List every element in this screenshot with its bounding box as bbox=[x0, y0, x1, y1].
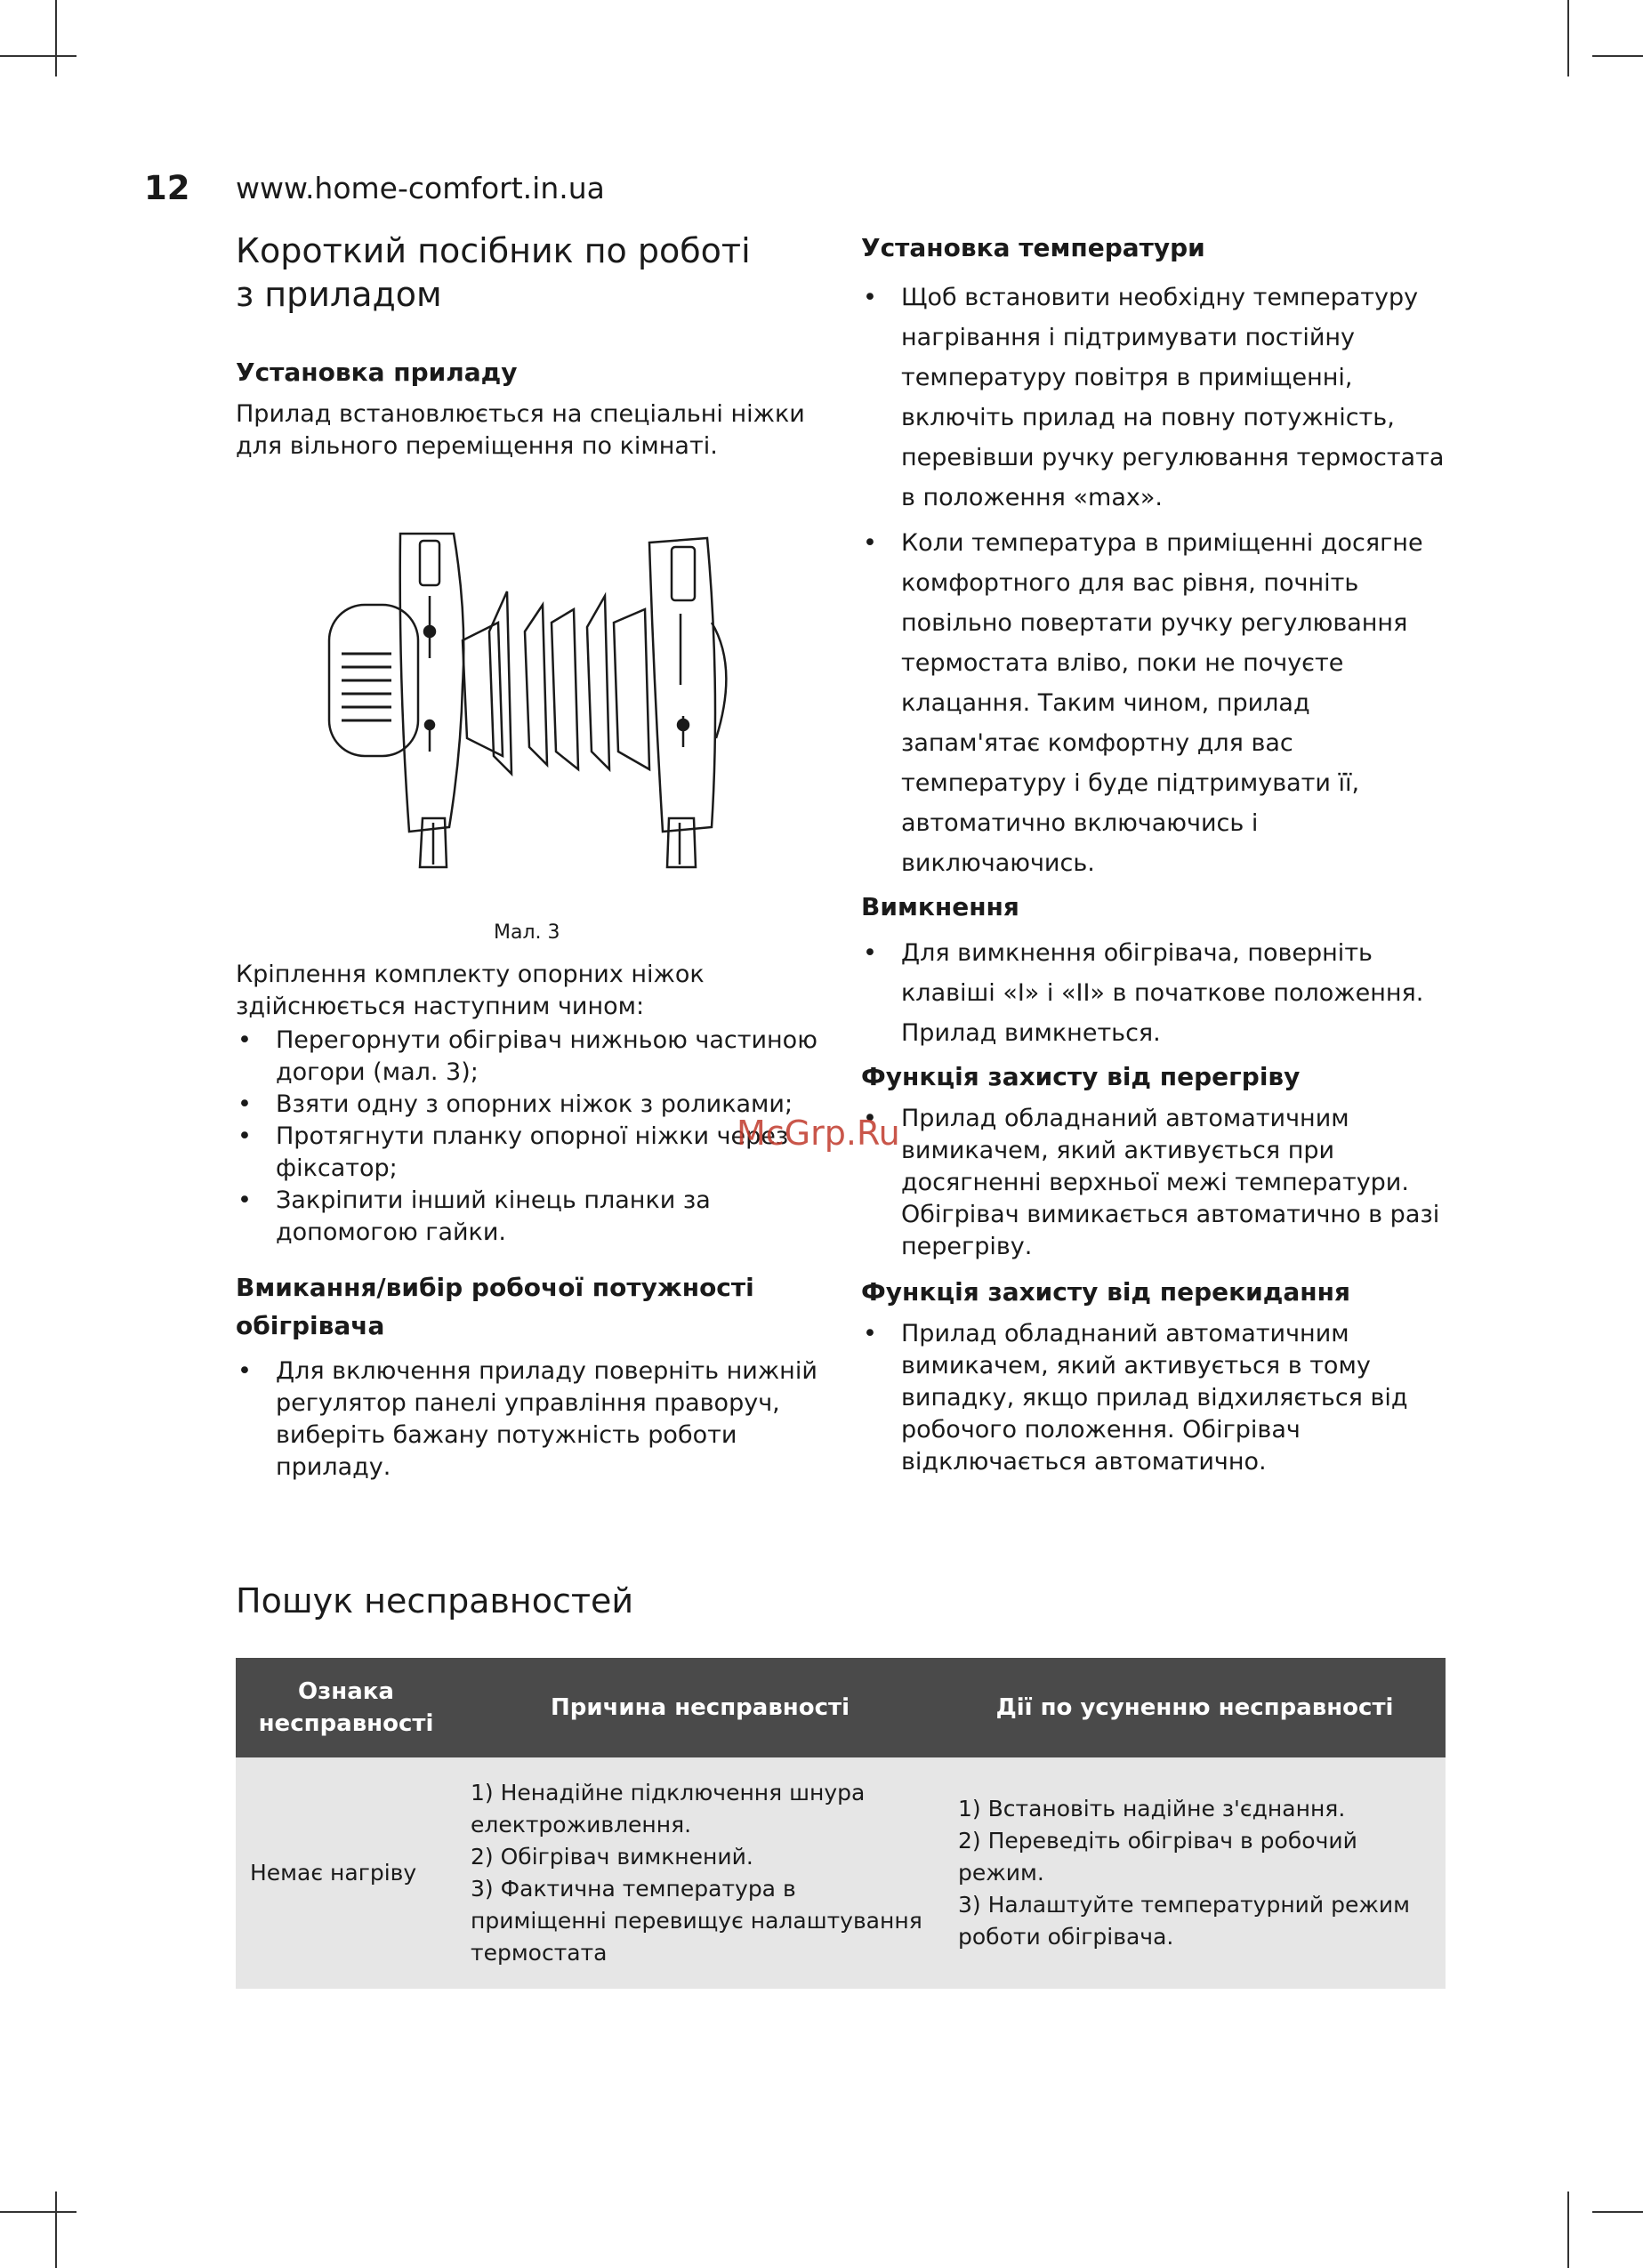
list-item: • Прилад обладнаний автоматичним вимикачем, який активується в тому випадку, якщо прилад відхиляється від робочого положення. Обігрівач відключається автоматично. bbox=[861, 1318, 1450, 1478]
crop-mark bbox=[55, 0, 57, 76]
install-heading: Установка приладу bbox=[236, 358, 518, 387]
fins bbox=[463, 591, 649, 774]
crop-mark bbox=[1567, 2192, 1569, 2268]
watermark: McGrp.Ru bbox=[737, 1114, 900, 1153]
right-foot-clamp bbox=[672, 547, 695, 600]
list-item: • Закріпити інший кінець планки за допомогою гайки. bbox=[236, 1185, 827, 1249]
left-column-lower bbox=[236, 959, 827, 1484]
power-heading: Вмикання/вибір робочої потужності обігрівача bbox=[236, 1273, 754, 1340]
figure-caption: Мал. 3 bbox=[494, 921, 560, 944]
list-item: • Коли температура в приміщенні досягне комфортного для вас рівня, почніть повільно повертати ручку регулювання термостата вліво, поки не почуєте клацання. Таким чином, прилад запам'ятає комфортну для вас температуру і буде підтримувати її, автоматично включаючись і виключаючись. bbox=[861, 523, 1450, 883]
column-header: Причина несправності bbox=[456, 1658, 944, 1757]
heater-illustration bbox=[320, 525, 747, 881]
list-item: • Прилад обладнаний автоматичним вимикачем, який активується при досягненні верхньої межі температури. Обігрівач вимикається автоматично в разі перегріву. bbox=[861, 1103, 1450, 1263]
action-item: 1) Встановіть надійне з'єднання. bbox=[958, 1796, 1346, 1822]
guide-title-line2: з приладом bbox=[236, 275, 442, 314]
cause-item: 3) Фактична температура в приміщенні перевищує налаштування термостата bbox=[471, 1876, 922, 1966]
list-item: • Для вимкнення обігрівача, поверніть клавіші «I» і «II» в початкове положення. Прилад вимкнеться. bbox=[861, 933, 1450, 1053]
power-list bbox=[236, 1355, 827, 1484]
cause-item: 1) Ненадійне підключення шнура електроживлення. bbox=[471, 1780, 866, 1838]
left-foot-clamp bbox=[420, 541, 439, 585]
right-end-panel bbox=[649, 538, 715, 832]
action-item: 2) Переведіть обігрівач в робочий режим. bbox=[958, 1828, 1357, 1886]
table-header-row bbox=[236, 1658, 1446, 1757]
crop-mark bbox=[1592, 2211, 1643, 2213]
list-item: • Взяти одну з опорних ніжок з роликами; bbox=[236, 1089, 827, 1121]
left-column bbox=[236, 229, 827, 462]
temperature-heading: Установка температури bbox=[861, 233, 1205, 262]
table-row bbox=[236, 1757, 1446, 1989]
tipover-list bbox=[861, 1318, 1450, 1478]
mount-intro: Кріплення комплекту опорних ніжок здійснюється наступним чином: bbox=[236, 961, 705, 1020]
troubleshooting-table bbox=[236, 1658, 1446, 1989]
symptom-cell: Немає нагріву bbox=[236, 1757, 456, 1989]
overheat-heading: Функція захисту від перегріву bbox=[861, 1062, 1301, 1091]
troubleshooting-title: Пошук несправностей bbox=[236, 1581, 634, 1621]
crop-mark bbox=[0, 55, 77, 57]
off-list bbox=[861, 933, 1450, 1053]
right-wheel bbox=[667, 818, 696, 867]
install-text: Прилад встановлюється на спеціальні ніжки для вільного переміщення по кімнаті. bbox=[236, 400, 805, 460]
column-header: Ознака несправності bbox=[236, 1658, 456, 1757]
cause-item: 2) Обігрівач вимкнений. bbox=[471, 1844, 753, 1870]
left-end-panel bbox=[400, 534, 464, 832]
list-item: • Протягнути планку опорної ніжки через фіксатор; bbox=[236, 1121, 827, 1185]
right-nut bbox=[678, 720, 689, 730]
action-item: 3) Налаштуйте температурний режим роботи обігрівача. bbox=[958, 1892, 1411, 1950]
crop-mark bbox=[1592, 55, 1643, 57]
page-number: 12 bbox=[144, 169, 190, 207]
cause-cell bbox=[456, 1757, 944, 1989]
website-url: www.home-comfort.in.ua bbox=[236, 171, 605, 205]
right-column bbox=[861, 229, 1450, 1478]
crop-mark bbox=[55, 2192, 57, 2268]
left-nut bbox=[424, 626, 435, 637]
vent-slots bbox=[342, 654, 391, 720]
list-item: • Для включення приладу поверніть нижній регулятор панелі управління праворуч, виберіть бажану потужність роботи приладу. bbox=[236, 1355, 827, 1484]
overheat-list bbox=[861, 1103, 1450, 1263]
temperature-list bbox=[861, 277, 1450, 883]
crop-mark bbox=[1567, 0, 1569, 76]
action-cell bbox=[944, 1757, 1446, 1989]
column-header: Дії по усуненню несправності bbox=[944, 1658, 1446, 1757]
off-heading: Вимкнення bbox=[861, 892, 1019, 921]
list-item: • Щоб встановити необхідну температуру нагрівання і підтримувати постійну температуру повітря в приміщенні, включіть прилад на повну потужність, перевівши ручку регулювання термостата в положення «max». bbox=[861, 277, 1450, 518]
guide-title bbox=[236, 229, 827, 317]
crop-mark bbox=[0, 2211, 77, 2213]
tipover-heading: Функція захисту від перекидання bbox=[861, 1277, 1350, 1307]
guide-title-line1: Короткий посібник по роботі bbox=[236, 231, 751, 270]
list-item: • Перегорнути обігрівач нижньою частиною догори (мал. 3); bbox=[236, 1025, 827, 1089]
